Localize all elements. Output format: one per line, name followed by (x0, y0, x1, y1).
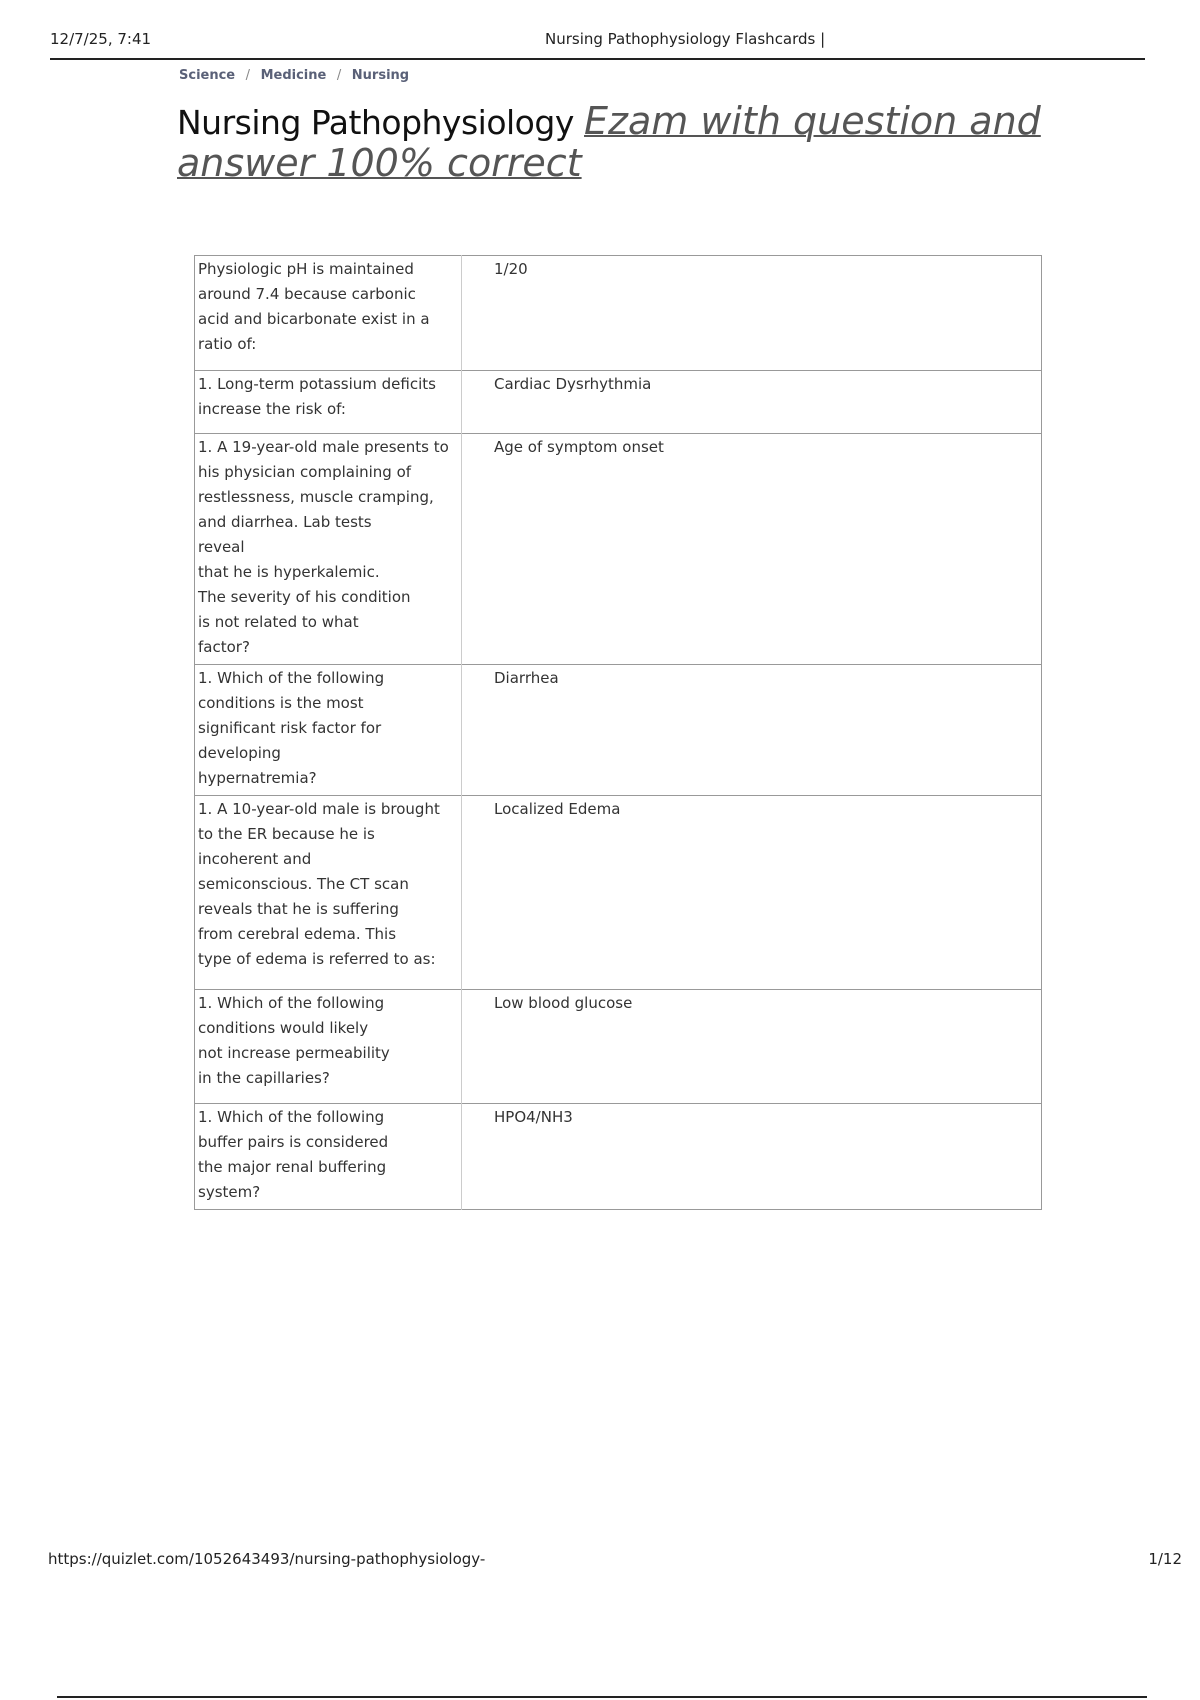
flashcard-definition: 1/20 (462, 256, 1042, 371)
footer-url: https://quizlet.com/1052643493/nursing-pathophysiology- (48, 1550, 486, 1568)
breadcrumb-separator: / (245, 68, 251, 83)
print-datetime: 12/7/25, 7:41 (50, 30, 152, 48)
flashcard-definition: Cardiac Dysrhythmia (462, 371, 1042, 434)
page-title-overlay: Ezam with question and answer 100% correct (177, 99, 1041, 185)
flashcard-table (194, 255, 1042, 1210)
flashcard-definition: Low blood glucose (462, 990, 1042, 1104)
breadcrumb-nursing[interactable]: Nursing (351, 68, 410, 83)
bottom-divider (57, 1696, 1147, 1698)
flashcard-term: 1. A 19-year-old male presents to his physician complaining of restlessness, muscle cramping, and diarrhea. Lab tests reveal that he is hyperkalemic. The severity of his condition is not related to what factor? (195, 434, 462, 665)
print-page-title: Nursing Pathophysiology Flashcards | (545, 30, 826, 48)
page-title (177, 100, 1077, 184)
flashcard-definition: HPO4/NH3 (462, 1104, 1042, 1210)
flashcard-row (195, 256, 1042, 371)
flashcard-term: 1. Long-term potassium deficits increase the risk of: (195, 371, 462, 434)
flashcard-row (195, 796, 1042, 990)
breadcrumb-medicine[interactable]: Medicine (260, 68, 327, 83)
flashcard-row (195, 1104, 1042, 1210)
footer-page-number: 1/12 (1148, 1550, 1182, 1568)
page-title-main: Nursing Pathophysiology (177, 103, 574, 142)
flashcard-row (195, 371, 1042, 434)
flashcard-term: 1. Which of the following conditions would likely not increase permeability in the capillaries? (195, 990, 462, 1104)
flashcard-definition: Localized Edema (462, 796, 1042, 990)
flashcard-term: 1. A 10-year-old male is brought to the ER because he is incoherent and semiconscious. The CT scan reveals that he is suffering from cerebral edema. This type of edema is referred to as: (195, 796, 462, 990)
flashcard-definition: Age of symptom onset (462, 434, 1042, 665)
breadcrumb-science[interactable]: Science (179, 68, 236, 83)
flashcard-definition: Diarrhea (462, 665, 1042, 796)
flashcard-row (195, 665, 1042, 796)
breadcrumb (179, 68, 409, 83)
print-header (50, 30, 1145, 60)
flashcard-term: 1. Which of the following conditions is the most significant risk factor for developing hypernatremia? (195, 665, 462, 796)
flashcard-row (195, 434, 1042, 665)
flashcard-term: 1. Which of the following buffer pairs is considered the major renal buffering system? (195, 1104, 462, 1210)
flashcard-row (195, 990, 1042, 1104)
breadcrumb-separator: / (336, 68, 342, 83)
flashcard-term: Physiologic pH is maintained around 7.4 because carbonic acid and bicarbonate exist in a ratio of: (195, 256, 462, 371)
